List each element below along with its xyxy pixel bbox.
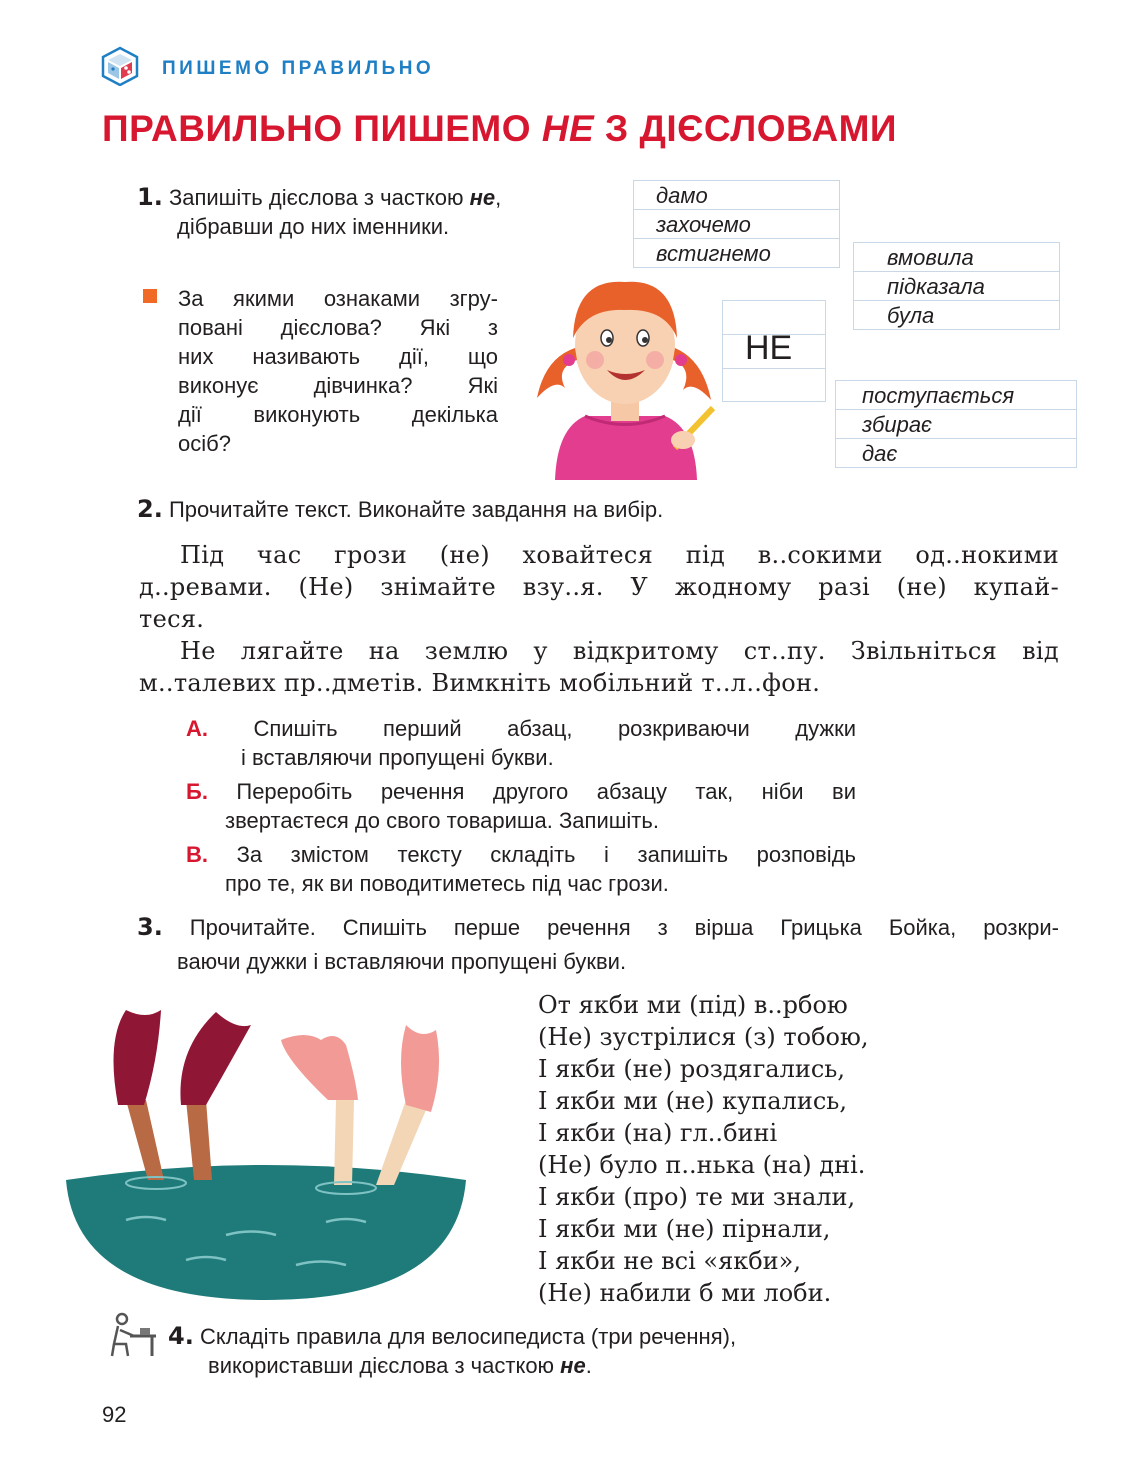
poem-line: І якби ми (не) купались,	[538, 1087, 847, 1115]
question-bullet	[143, 289, 157, 303]
page-title: ПРАВИЛЬНО ПИШЕМО НЕ З ДІЄСЛОВАМИ	[102, 108, 897, 149]
task1-question: За якими ознаками згру- повані дієслова? Які з них називають дії, що виконує дівчинка? Які дії виконують декілька осіб?	[178, 286, 498, 456]
task2-number: 2.	[137, 495, 163, 523]
task3-instruction: 3. Прочитайте. Спишіть перше речення з вірша Грицька Бойка, розкри- ваючи дужки і вставляючи пропущені букви.	[137, 913, 1059, 974]
poem-line: І якби (на) гл..бині	[538, 1119, 778, 1147]
poem-line: І якби (про) те ми знали,	[538, 1183, 856, 1211]
word-card-item: дає	[862, 441, 898, 466]
poem-line: І якби ми (не) пірнали,	[538, 1215, 831, 1243]
poem-line: І якби (не) роздягались,	[538, 1055, 845, 1083]
word-card-item: захочемо	[634, 210, 839, 239]
task2-paragraph-1: Під час грози (не) ховайтеся під в..сокими од..нокими д..ревами. (Не) знімайте взу..я. У жодному разі (не) купай- теся.	[139, 541, 1059, 633]
poem	[538, 989, 869, 1309]
task1-number: 1.	[137, 183, 163, 211]
word-card-2	[853, 242, 1060, 330]
dice-cube-icon	[101, 46, 139, 86]
task1-text: 1. Запишіть дієслова з часткою не, дібравши до них іменники.	[137, 183, 502, 239]
task4-number: 4.	[168, 1322, 194, 1350]
word-card-item: збирає	[836, 410, 1076, 439]
task4-text: 4. Складіть правила для велосипедиста (три речення), використавши дієслова з часткою не.	[168, 1322, 737, 1378]
word-card-item: вмовила	[854, 243, 1059, 272]
desk-writing-icon	[104, 1312, 158, 1362]
word-card-item: поступається	[836, 381, 1076, 410]
poem-line: (Не) було п..нька (на) дні.	[538, 1151, 866, 1179]
word-card-item: дамо	[634, 181, 839, 210]
poem-line: (Не) набили б ми лоби.	[538, 1279, 832, 1307]
option-a: А. Спишіть перший абзац, розкриваючи дужки і вставляючи пропущені букви.	[186, 716, 856, 770]
poem-line: І якби не всі «якби»,	[538, 1247, 801, 1275]
word-card-1	[633, 180, 840, 268]
page-number: 92	[102, 1402, 127, 1427]
ne-card	[722, 300, 826, 402]
task2-paragraph-2: Не лягайте на землю у відкритому ст..пу. Звільніться від м..талевих пр..дметів. Вимкніть мобільний т..л..фон.	[139, 637, 1059, 697]
swimmers-illustration	[66, 1000, 466, 1300]
section-label: ПИШЕМО ПРАВИЛЬНО	[162, 58, 435, 79]
girl-illustration	[525, 268, 725, 480]
task2-options	[186, 714, 856, 898]
option-b: Б. Переробіть речення другого абзацу так, ніби ви звертаєтеся до свого товариша. Запишіть.	[186, 779, 856, 833]
poem-line: (Не) зустрілися (з) тобою,	[538, 1023, 869, 1051]
task3-number: 3.	[137, 913, 163, 941]
word-card-item: встигнемо	[656, 241, 771, 266]
poem-line: От якби ми (під) в..рбою	[538, 991, 848, 1019]
word-card-item: підказала	[854, 272, 1059, 301]
task2-instruction: 2. Прочитайте текст. Виконайте завдання на вибір.	[137, 495, 664, 523]
word-card-item: була	[887, 303, 935, 328]
option-v: В. За змістом тексту складіть і запишіть розповідь про те, як ви поводитиметесь під час грози.	[186, 842, 856, 896]
word-card-3	[835, 380, 1077, 468]
ne-card-label: НЕ	[745, 329, 793, 367]
